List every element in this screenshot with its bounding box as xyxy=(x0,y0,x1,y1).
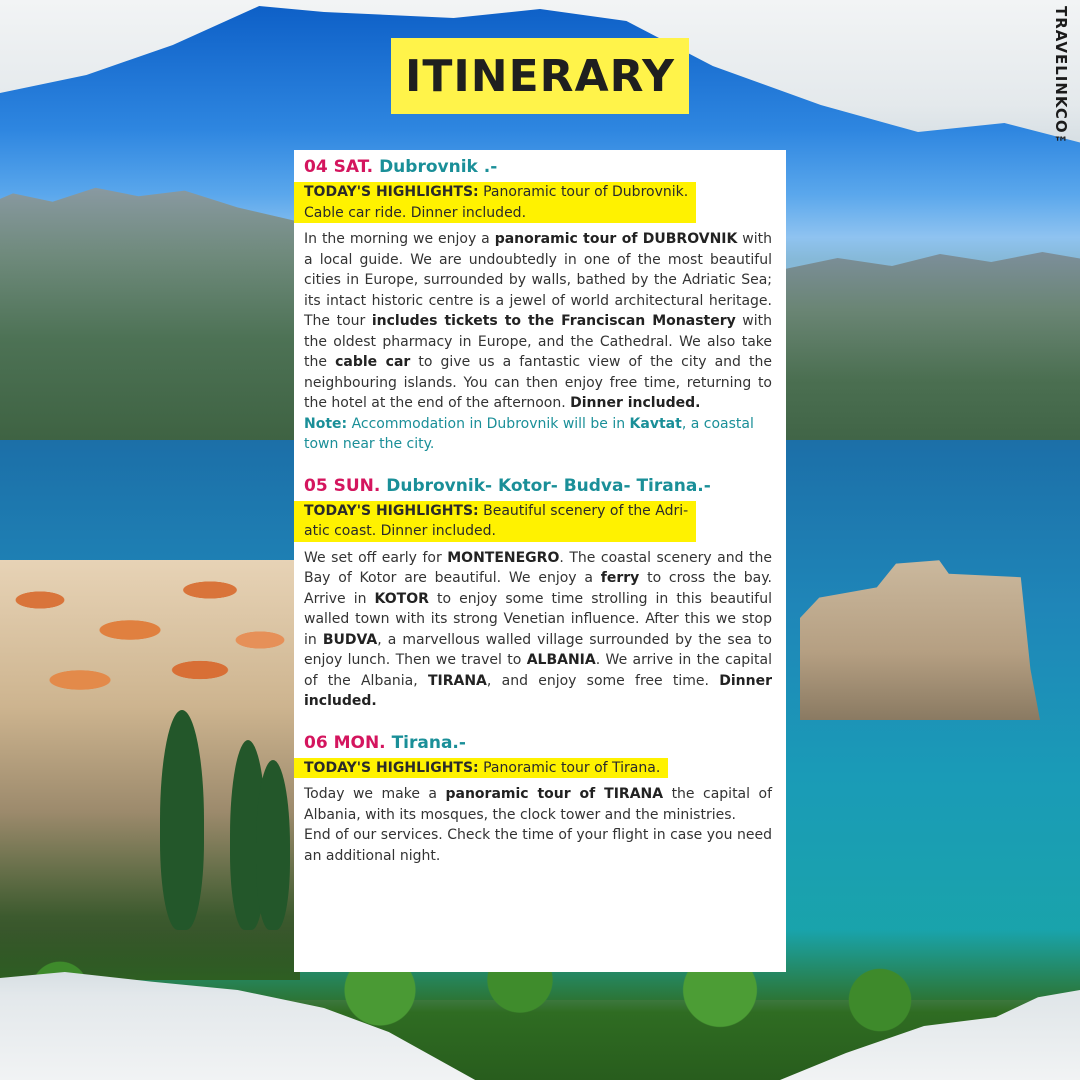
highlights-label: TODAY'S HIGHLIGHTS: xyxy=(304,759,479,776)
spacer xyxy=(304,712,772,732)
highlights-box xyxy=(294,501,696,542)
closing-text: End of our services. Check the time of your flight in case you need an additional night. xyxy=(304,827,772,864)
note-label: Note: xyxy=(304,415,348,432)
cypress-tree xyxy=(256,760,290,930)
day-label: 06 MON. xyxy=(304,732,386,753)
brand-logo: TRAVELINKCO™ xyxy=(1052,6,1070,153)
emphasis-text: cable car xyxy=(335,354,411,370)
itinerary-panel xyxy=(294,150,786,972)
spacer xyxy=(304,455,772,475)
emphasis-text: ALBANIA xyxy=(526,652,596,668)
highlights-text: Cable car ride. Dinner included. xyxy=(304,204,527,221)
mountains-left xyxy=(0,185,310,465)
day-heading xyxy=(304,732,772,754)
emphasis-text: includes tickets to the Franciscan Monastery xyxy=(371,313,736,329)
emphasis-text: Dinner included. xyxy=(304,672,773,709)
note-text: Accommodation in Dubrovnik will be in xyxy=(347,415,630,432)
emphasis-text: TIRANA xyxy=(427,672,487,689)
day-heading xyxy=(304,475,772,497)
day-destination: Tirana.- xyxy=(391,732,466,753)
day-section xyxy=(304,156,772,455)
day-description: We set off early for MONTENEGRO. The coastal scenery and the Bay of Kotor are beautiful. We enjoy a ferry to cross the bay. Arrive in KOTOR to enjoy some time strolling in this beautiful walled town with its strong Venetian influence. After this we stop in BUDVA, a marvellous walled village surrounded by the sea to enjoy lunch. Then we travel to ALBANIA. We arrive in the capital of the Albania, TIRANA, and enjoy some free time. Dinner included. xyxy=(304,549,773,709)
emphasis-text: ferry xyxy=(600,570,640,586)
mountains-right xyxy=(780,250,1080,450)
day-destination: Dubrovnik- Kotor- Budva- Tirana.- xyxy=(386,475,711,496)
note-place: Kavtat xyxy=(629,415,682,432)
highlights-text: Beautiful scenery of the Adri- xyxy=(478,502,689,519)
day-note xyxy=(304,414,772,455)
day-description: Today we make a panoramic tour of TIRANA the capital of Albania, with its mosques, the clock tower and the ministries. xyxy=(304,786,772,823)
day-section xyxy=(304,475,772,712)
emphasis-text: panoramic tour of TIRANA xyxy=(445,786,664,802)
highlights-text: Panoramic tour of Tirana. xyxy=(478,759,661,776)
day-label: 05 SUN. xyxy=(304,475,381,496)
emphasis-text: panoramic tour of DUBROVNIK xyxy=(494,231,738,247)
highlights-label: TODAY'S HIGHLIGHTS: xyxy=(304,184,479,200)
note-text: , a coastal town near the city. xyxy=(304,415,754,452)
day-section xyxy=(304,732,772,867)
highlights-label: TODAY'S HIGHLIGHTS: xyxy=(304,502,479,519)
day-heading xyxy=(304,156,772,178)
emphasis-text: BUDVA xyxy=(322,631,378,648)
emphasis-text: Dinner included. xyxy=(570,395,701,411)
day-description: In the morning we enjoy a panoramic tour of DUBROVNIK with a local guide. We are undoubtedly in one of the most beautiful cities in Europe, surrounded by walls, bathed by the Adriatic Sea; its intact historic centre is a jewel of world architectural heritage. The tour includes tickets to the Franciscan Monastery with the oldest pharmacy in Europe, and the Cathedral. We also take the cable car to give us a fantastic view of the city and the neighbouring islands. You can then enjoy free time, returning to the hotel at the end of the afternoon. Dinner included. xyxy=(304,231,773,411)
emphasis-text: KOTOR xyxy=(374,590,429,607)
highlights-box xyxy=(294,182,696,223)
page-title: ITINERARY xyxy=(391,38,689,114)
day-destination: Dubrovnik .- xyxy=(379,157,498,177)
highlights-text: Panoramic tour of Dubrovnik. xyxy=(478,184,689,200)
highlights-text: atic coast. Dinner included. xyxy=(304,523,496,539)
emphasis-text: MONTENEGRO xyxy=(447,549,560,566)
day-label: 04 SAT. xyxy=(304,157,374,177)
highlights-box xyxy=(294,758,668,779)
cypress-tree xyxy=(160,710,204,930)
